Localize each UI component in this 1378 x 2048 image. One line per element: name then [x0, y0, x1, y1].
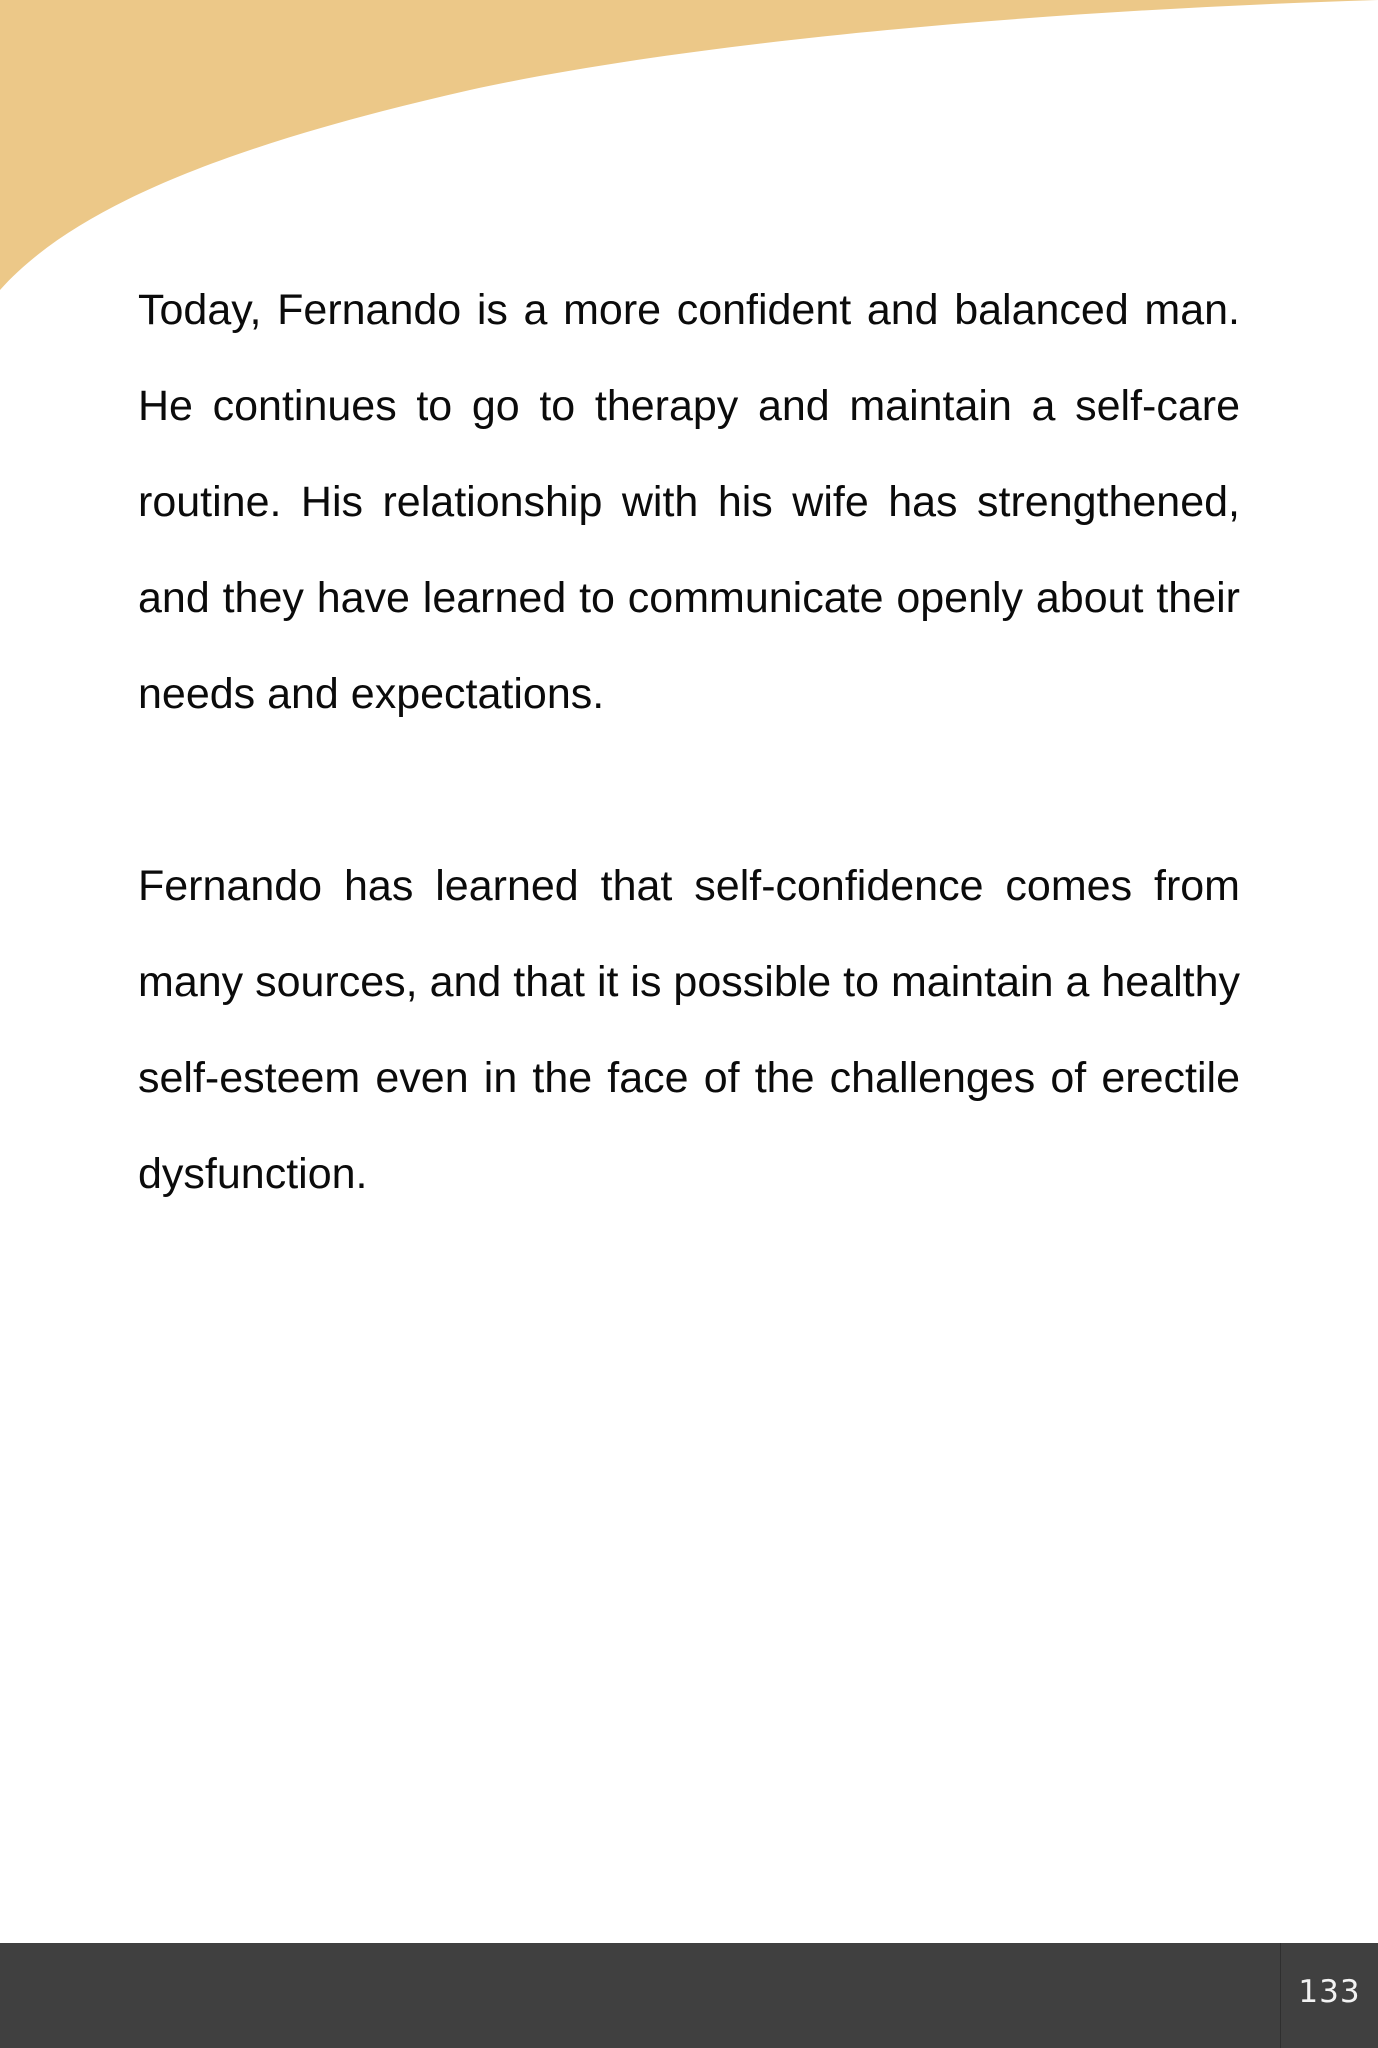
page-number-box: [1280, 1943, 1378, 2048]
paragraph-2: Fernando has learned that self-confidence comes from many sources, and that it is possible to maintain a healthy self-esteem even in the face of the challenges of erectile dysfunction.: [138, 862, 1240, 1198]
header-swoosh-decoration: [0, 0, 1378, 300]
paragraph-1: Today, Fernando is a more confident and balanced man. He continues to go to therapy and maintain a self-care routine. His relationship with his wife has strengthened, and they have learned to communicate openly about their needs and expectations.: [138, 286, 1240, 718]
header-swoosh-shape: [0, 0, 1378, 290]
body-text: [138, 262, 1240, 1222]
page-number: 133: [1298, 1973, 1361, 2010]
footer-bar: [0, 1943, 1378, 2048]
